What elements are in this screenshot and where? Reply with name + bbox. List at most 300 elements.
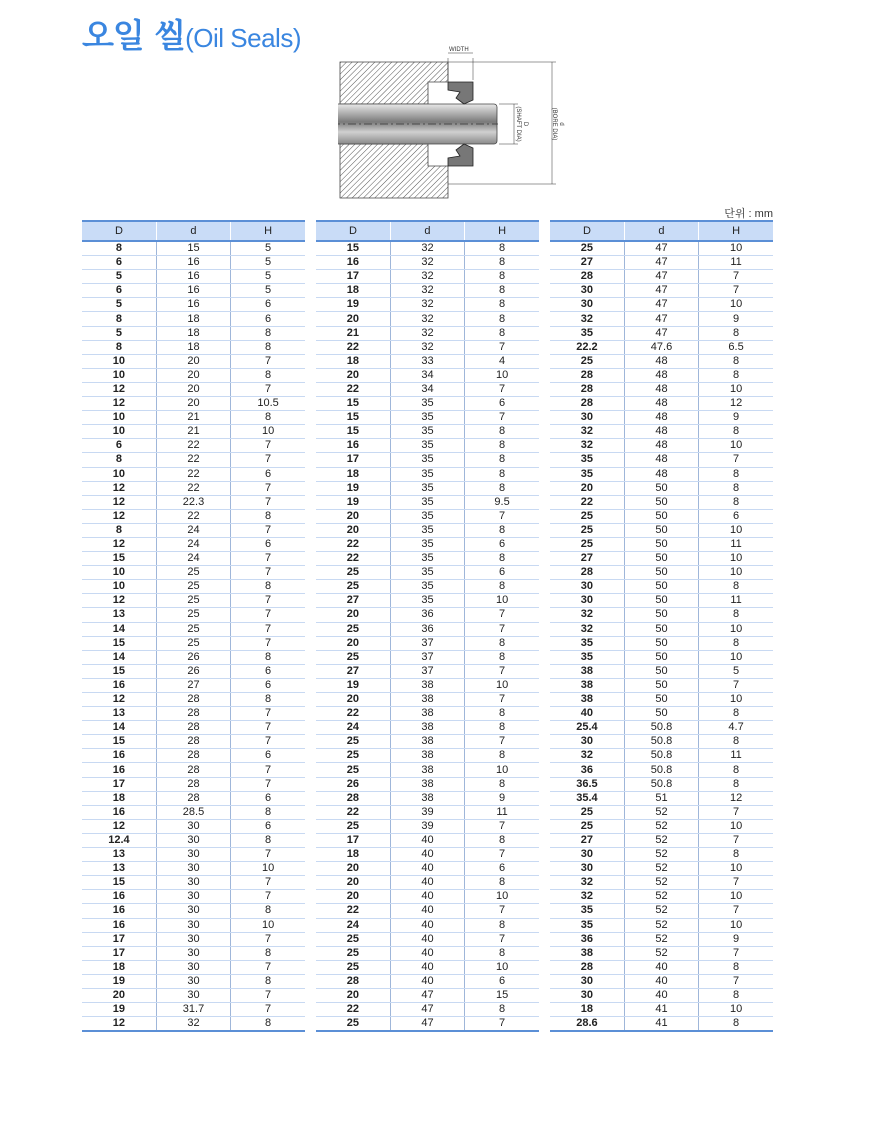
shaft-dia-cell: 18 — [82, 791, 156, 805]
width-cell: 7 — [231, 848, 305, 862]
shaft-dia-cell: 28 — [550, 382, 624, 396]
width-cell: 8 — [465, 481, 539, 495]
table-row — [550, 566, 773, 580]
table-row — [82, 382, 305, 396]
width-cell: 7 — [231, 890, 305, 904]
width-cell: 8 — [231, 833, 305, 847]
bore-dia-cell: 35 — [390, 411, 464, 425]
table-row — [82, 523, 305, 537]
oil-seal-size-table-3 — [550, 220, 773, 1032]
shaft-dia-cell: 25 — [550, 819, 624, 833]
width-cell: 8 — [465, 425, 539, 439]
shaft-dia-cell: 25 — [316, 960, 390, 974]
shaft-dia-cell: 10 — [82, 411, 156, 425]
bore-dia-cell: 32 — [390, 340, 464, 354]
width-cell: 10 — [699, 382, 773, 396]
table-row — [82, 650, 305, 664]
bore-dia-cell: 38 — [390, 749, 464, 763]
width-cell: 8 — [231, 946, 305, 960]
shaft-dia-cell: 12 — [82, 495, 156, 509]
table-row — [82, 241, 305, 256]
table-row — [82, 537, 305, 551]
bore-dia-cell: 38 — [390, 721, 464, 735]
bore-dia-cell: 27 — [156, 678, 230, 692]
table-row — [550, 664, 773, 678]
table-row — [550, 777, 773, 791]
shaft-dia-cell: 32 — [550, 890, 624, 904]
table-row — [82, 608, 305, 622]
shaft-dia-cell: 40 — [550, 707, 624, 721]
table-row — [550, 580, 773, 594]
bore-dia-cell: 52 — [624, 890, 698, 904]
table-row — [82, 735, 305, 749]
bore-dia-cell: 32 — [390, 312, 464, 326]
bore-dia-cell: 22 — [156, 453, 230, 467]
width-cell: 8 — [231, 1017, 305, 1032]
shaft-dia-cell: 19 — [82, 974, 156, 988]
width-cell: 7 — [231, 453, 305, 467]
table-row — [316, 707, 539, 721]
table-row — [316, 241, 539, 256]
width-cell: 9.5 — [465, 495, 539, 509]
width-cell: 6.5 — [699, 340, 773, 354]
width-cell: 6 — [465, 537, 539, 551]
bore-dia-cell: 48 — [624, 411, 698, 425]
table-row — [82, 1017, 305, 1032]
width-cell: 8 — [231, 340, 305, 354]
width-cell: 7 — [465, 1017, 539, 1032]
bore-dia-cell: 50 — [624, 580, 698, 594]
bore-dia-cell: 18 — [156, 312, 230, 326]
table-row — [82, 763, 305, 777]
table-row — [82, 974, 305, 988]
bore-dia-cell: 35 — [390, 467, 464, 481]
bore-dia-cell: 50 — [624, 650, 698, 664]
bore-dia-cell: 35 — [390, 425, 464, 439]
column-header: D — [316, 221, 390, 241]
width-cell: 8 — [231, 650, 305, 664]
shaft-dia-cell: 30 — [550, 411, 624, 425]
shaft-dia-cell: 28 — [550, 270, 624, 284]
table-row — [550, 411, 773, 425]
table-row — [550, 552, 773, 566]
width-cell: 8 — [699, 1017, 773, 1032]
table-row — [316, 439, 539, 453]
shaft-dia-cell: 28 — [550, 960, 624, 974]
shaft-dia-cell: 20 — [316, 509, 390, 523]
table-row — [550, 946, 773, 960]
shaft-dia-cell: 13 — [82, 707, 156, 721]
width-cell: 7 — [231, 495, 305, 509]
table-row — [82, 425, 305, 439]
width-cell: 5 — [699, 664, 773, 678]
width-cell: 7 — [231, 763, 305, 777]
table-row — [550, 340, 773, 354]
bore-dia-cell: 35 — [390, 509, 464, 523]
width-cell: 10 — [699, 439, 773, 453]
width-cell: 8 — [699, 777, 773, 791]
table-row — [82, 678, 305, 692]
table-row — [550, 256, 773, 270]
bore-dia-cell: 30 — [156, 918, 230, 932]
bore-dia-cell: 50 — [624, 622, 698, 636]
shaft-dia-cell: 27 — [316, 594, 390, 608]
bore-dia-cell: 22 — [156, 467, 230, 481]
table-row — [550, 1003, 773, 1017]
shaft-dia-cell: 8 — [82, 523, 156, 537]
bore-dia-cell: 30 — [156, 904, 230, 918]
table-row — [82, 566, 305, 580]
bore-dia-cell: 50 — [624, 693, 698, 707]
shaft-dia-cell: 20 — [316, 636, 390, 650]
width-cell: 10 — [699, 241, 773, 256]
shaft-dia-cell: 25 — [316, 622, 390, 636]
shaft-dia-cell: 36.5 — [550, 777, 624, 791]
shaft-dia-cell: 17 — [82, 932, 156, 946]
shaft-dia-cell: 15 — [82, 552, 156, 566]
width-cell: 5 — [231, 284, 305, 298]
table-row — [550, 523, 773, 537]
width-cell: 7 — [231, 622, 305, 636]
shaft-dia-cell: 35.4 — [550, 791, 624, 805]
width-cell: 11 — [699, 256, 773, 270]
width-cell: 7 — [231, 932, 305, 946]
bore-dia-cell: 28 — [156, 735, 230, 749]
shaft-dia-cell: 25 — [316, 580, 390, 594]
bore-dia-cell: 15 — [156, 241, 230, 256]
shaft-dia-cell: 25 — [316, 650, 390, 664]
bore-dia-cell: 34 — [390, 382, 464, 396]
bore-dia-cell: 22.3 — [156, 495, 230, 509]
shaft-dia-cell: 28 — [316, 791, 390, 805]
width-cell: 8 — [465, 650, 539, 664]
bore-dia-cell: 30 — [156, 819, 230, 833]
table-row — [550, 284, 773, 298]
bore-dia-cell: 50 — [624, 509, 698, 523]
shaft-dia-cell: 12 — [82, 693, 156, 707]
width-cell: 8 — [699, 608, 773, 622]
shaft-dia-cell: 32 — [550, 749, 624, 763]
table-row — [550, 537, 773, 551]
shaft-dia-cell: 16 — [82, 890, 156, 904]
width-cell: 10 — [699, 552, 773, 566]
bore-dia-cell: 33 — [390, 354, 464, 368]
width-cell: 7 — [231, 735, 305, 749]
table-row — [316, 1003, 539, 1017]
bore-dia-cell: 40 — [390, 848, 464, 862]
table-row — [82, 932, 305, 946]
shaft-dia-cell: 25 — [316, 566, 390, 580]
width-cell: 7 — [231, 566, 305, 580]
width-cell: 6 — [231, 819, 305, 833]
shaft-dia-cell: 22 — [550, 495, 624, 509]
bore-dia-cell: 48 — [624, 382, 698, 396]
bore-dia-cell: 52 — [624, 805, 698, 819]
bore-dia-cell: 50.8 — [624, 735, 698, 749]
shaft-dia-cell: 22.2 — [550, 340, 624, 354]
shaft-dia-cell: 19 — [316, 678, 390, 692]
bore-dia-cell: 37 — [390, 664, 464, 678]
bore-dia-cell: 52 — [624, 833, 698, 847]
shaft-dia-cell: 20 — [316, 876, 390, 890]
table-row — [82, 622, 305, 636]
table-row — [82, 833, 305, 847]
width-cell: 8 — [231, 411, 305, 425]
bore-dia-cell: 50 — [624, 523, 698, 537]
shaft-dia-cell: 10 — [82, 368, 156, 382]
width-cell: 8 — [699, 636, 773, 650]
width-cell: 10 — [231, 862, 305, 876]
bore-dia-cell: 31.7 — [156, 1003, 230, 1017]
table-row — [550, 721, 773, 735]
bore-dia-cell: 35 — [390, 495, 464, 509]
table-row — [82, 805, 305, 819]
table-row — [316, 862, 539, 876]
bore-dia-cell: 40 — [390, 904, 464, 918]
width-cell: 10 — [699, 523, 773, 537]
shaft-dia-cell: 12 — [82, 537, 156, 551]
table-row — [82, 326, 305, 340]
shaft-dia-cell: 10 — [82, 467, 156, 481]
width-cell: 8 — [465, 721, 539, 735]
width-cell: 7 — [231, 439, 305, 453]
table-row — [82, 368, 305, 382]
table-row — [550, 988, 773, 1002]
shaft-dia-cell: 5 — [82, 270, 156, 284]
bore-dia-cell: 28 — [156, 721, 230, 735]
bore-dia-cell: 24 — [156, 537, 230, 551]
table-row — [82, 298, 305, 312]
width-cell: 8 — [699, 848, 773, 862]
table-row — [316, 819, 539, 833]
width-cell: 8 — [699, 580, 773, 594]
table-row — [82, 594, 305, 608]
shaft-dia-cell: 30 — [550, 284, 624, 298]
shaft-dia-cell: 22 — [316, 537, 390, 551]
bore-dia-cell: 28.5 — [156, 805, 230, 819]
table-row — [82, 918, 305, 932]
bore-dia-cell: 20 — [156, 382, 230, 396]
width-cell: 7 — [465, 509, 539, 523]
shaft-dia-cell: 25 — [316, 819, 390, 833]
table-row — [550, 354, 773, 368]
table-row — [316, 650, 539, 664]
table-row — [550, 819, 773, 833]
bore-dia-cell: 25 — [156, 636, 230, 650]
shaft-dia-label: D(SHAFT DIA) — [515, 106, 528, 142]
width-cell: 10 — [699, 622, 773, 636]
table-row — [316, 495, 539, 509]
width-cell: 8 — [465, 749, 539, 763]
bore-dia-cell: 21 — [156, 425, 230, 439]
width-cell: 7 — [465, 340, 539, 354]
width-cell: 6 — [231, 467, 305, 481]
table-row — [82, 453, 305, 467]
table-row — [316, 636, 539, 650]
width-cell: 7 — [699, 876, 773, 890]
table-row — [316, 946, 539, 960]
shaft-dia-cell: 25 — [316, 735, 390, 749]
shaft-dia-cell: 10 — [82, 425, 156, 439]
bore-dia-cell: 40 — [624, 960, 698, 974]
bore-dia-cell: 47 — [390, 988, 464, 1002]
shaft-dia-cell: 22 — [316, 904, 390, 918]
bore-dia-cell: 40 — [390, 974, 464, 988]
table-row — [316, 988, 539, 1002]
title-english: (Oil Seals) — [185, 23, 301, 53]
oil-seal-size-table-2 — [316, 220, 539, 1032]
bore-dia-cell: 40 — [390, 960, 464, 974]
bore-dia-cell: 52 — [624, 819, 698, 833]
table-row — [82, 467, 305, 481]
table-row — [550, 439, 773, 453]
bore-dia-cell: 18 — [156, 340, 230, 354]
width-cell: 8 — [465, 833, 539, 847]
width-cell: 5 — [231, 256, 305, 270]
bore-dia-cell: 40 — [390, 876, 464, 890]
width-cell: 6 — [231, 664, 305, 678]
shaft-dia-cell: 35 — [550, 467, 624, 481]
shaft-dia-cell: 26 — [316, 777, 390, 791]
width-cell: 10 — [465, 594, 539, 608]
bore-dia-cell: 28 — [156, 693, 230, 707]
table-row — [82, 707, 305, 721]
shaft-dia-cell: 15 — [82, 735, 156, 749]
width-cell: 7 — [465, 664, 539, 678]
table-row — [316, 890, 539, 904]
bore-dia-cell: 50 — [624, 537, 698, 551]
width-cell: 7 — [699, 284, 773, 298]
bore-dia-cell: 37 — [390, 636, 464, 650]
shaft-dia-cell: 20 — [316, 368, 390, 382]
width-cell: 8 — [465, 298, 539, 312]
bore-dia-cell: 25 — [156, 580, 230, 594]
table-row — [550, 509, 773, 523]
bore-dia-cell: 22 — [156, 509, 230, 523]
title-korean: 오일 씰 — [82, 16, 186, 55]
shaft-dia-cell: 27 — [550, 552, 624, 566]
width-cell: 8 — [231, 904, 305, 918]
bore-dia-cell: 39 — [390, 805, 464, 819]
table-row — [550, 495, 773, 509]
width-cell: 6 — [231, 749, 305, 763]
table-row — [550, 467, 773, 481]
shaft-dia-cell: 17 — [82, 777, 156, 791]
shaft-dia-cell: 15 — [316, 397, 390, 411]
width-cell: 6 — [231, 791, 305, 805]
bore-dia-cell: 35 — [390, 537, 464, 551]
width-cell: 7 — [699, 678, 773, 692]
bore-dia-cell: 21 — [156, 411, 230, 425]
width-cell: 8 — [465, 439, 539, 453]
width-cell: 10 — [699, 298, 773, 312]
shaft-dia-cell: 6 — [82, 284, 156, 298]
column-header: d — [624, 221, 698, 241]
bore-dia-cell: 50.8 — [624, 749, 698, 763]
table-row — [82, 580, 305, 594]
shaft-dia-cell: 20 — [316, 693, 390, 707]
width-cell: 12 — [699, 791, 773, 805]
table-row — [550, 763, 773, 777]
bore-dia-cell: 35 — [390, 439, 464, 453]
bore-dia-cell: 47 — [624, 256, 698, 270]
table-row — [550, 298, 773, 312]
width-cell: 10 — [699, 918, 773, 932]
bore-dia-cell: 25 — [156, 622, 230, 636]
shaft-dia-cell: 15 — [316, 411, 390, 425]
width-cell: 8 — [465, 946, 539, 960]
width-cell: 11 — [699, 537, 773, 551]
width-cell: 7 — [465, 735, 539, 749]
shaft-dia-cell: 18 — [316, 354, 390, 368]
bore-dia-cell: 35 — [390, 481, 464, 495]
shaft-dia-cell: 16 — [82, 904, 156, 918]
bore-dia-cell: 30 — [156, 890, 230, 904]
shaft-dia-cell: 38 — [550, 664, 624, 678]
oil-seal-cross-section-diagram — [338, 42, 578, 202]
bore-dia-cell: 16 — [156, 298, 230, 312]
table-row — [550, 270, 773, 284]
width-cell: 11 — [699, 594, 773, 608]
bore-dia-cell: 24 — [156, 552, 230, 566]
table-row — [82, 1003, 305, 1017]
bore-dia-cell: 30 — [156, 974, 230, 988]
bore-dia-cell: 40 — [390, 862, 464, 876]
bore-dia-cell: 39 — [390, 819, 464, 833]
width-cell: 8 — [699, 481, 773, 495]
table-row — [550, 805, 773, 819]
width-cell: 8 — [465, 580, 539, 594]
shaft-dia-cell: 20 — [316, 890, 390, 904]
table-row — [316, 411, 539, 425]
table-row — [316, 791, 539, 805]
bore-dia-cell: 34 — [390, 368, 464, 382]
table-row — [316, 594, 539, 608]
shaft-dia-cell: 30 — [550, 988, 624, 1002]
table-row — [550, 974, 773, 988]
bore-dia-cell: 50 — [624, 707, 698, 721]
table-row — [316, 833, 539, 847]
shaft-dia-cell: 18 — [82, 960, 156, 974]
bore-dia-cell: 20 — [156, 354, 230, 368]
table-row — [550, 735, 773, 749]
bore-dia-cell: 30 — [156, 848, 230, 862]
bore-dia-cell: 35 — [390, 523, 464, 537]
shaft-dia-cell: 25 — [550, 523, 624, 537]
column-header: H — [465, 221, 539, 241]
table-row — [316, 397, 539, 411]
table-row — [82, 960, 305, 974]
shaft-dia-cell: 21 — [316, 326, 390, 340]
width-cell: 7 — [699, 833, 773, 847]
shaft-dia-cell: 35 — [550, 918, 624, 932]
width-cell: 7 — [231, 523, 305, 537]
bore-dia-cell: 41 — [624, 1017, 698, 1032]
width-cell: 6 — [231, 678, 305, 692]
table-row — [550, 241, 773, 256]
width-cell: 10 — [465, 368, 539, 382]
shaft-dia-cell: 6 — [82, 256, 156, 270]
shaft-dia-cell: 38 — [550, 693, 624, 707]
bore-dia-cell: 47 — [624, 312, 698, 326]
width-cell: 10 — [699, 1003, 773, 1017]
shaft-dia-cell: 28 — [550, 368, 624, 382]
width-cell: 7 — [231, 608, 305, 622]
width-cell: 7 — [231, 777, 305, 791]
table-row — [82, 340, 305, 354]
width-cell: 8 — [465, 876, 539, 890]
bore-dia-cell: 32 — [390, 256, 464, 270]
